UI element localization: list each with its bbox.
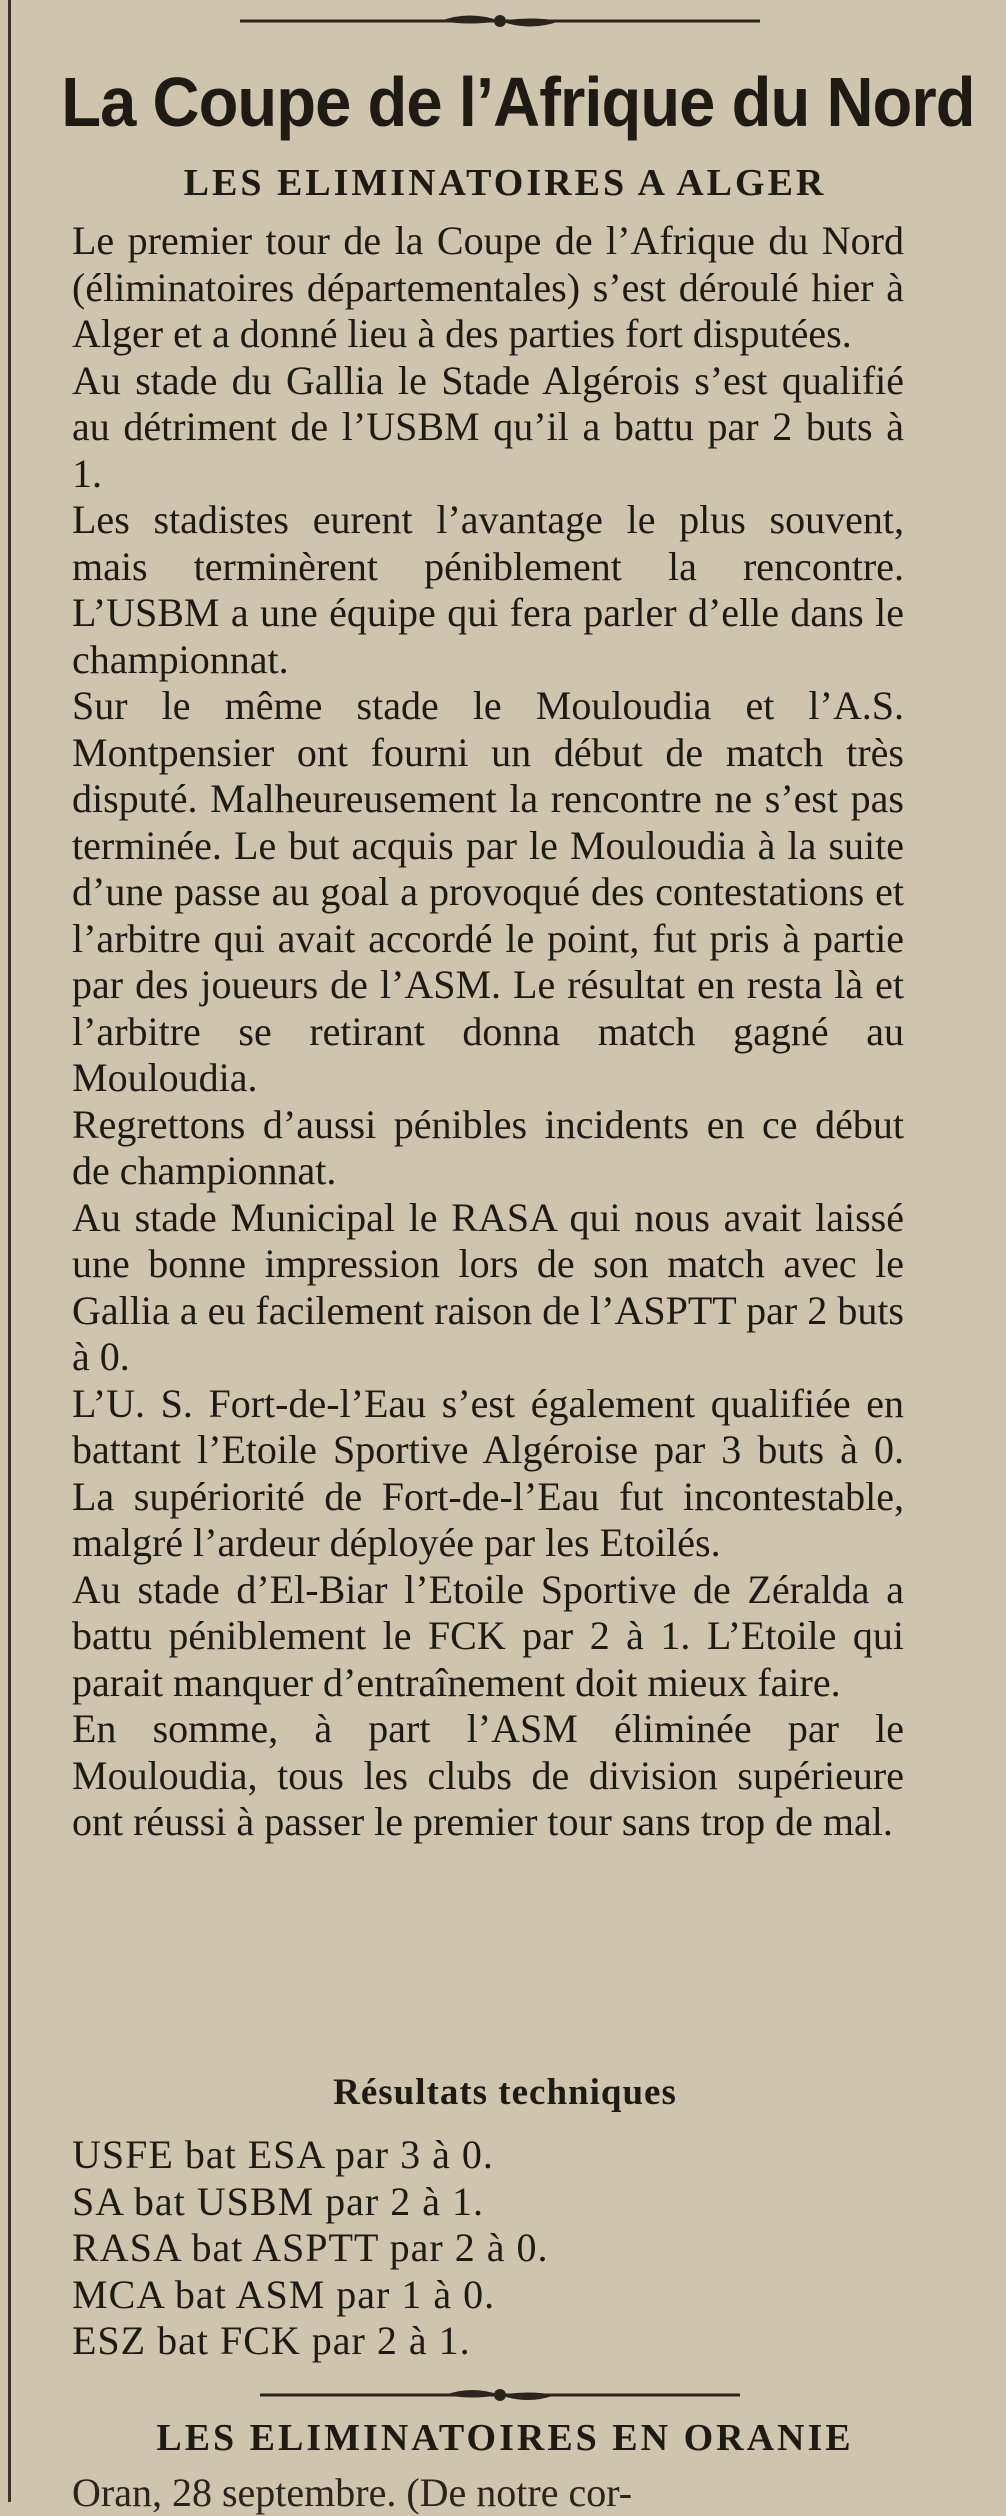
results-title: Résultats techniques bbox=[333, 2072, 677, 2113]
result-line: ESZ bat FCK par 2 à 1. bbox=[72, 2318, 471, 2363]
paragraph: Sur le même stade le Mouloudia et l’A.S. Montpensier ont fourni un début de match très disputé. Malheureusement la rencontre ne s’est pas terminée. Le but acquis par le Mouloudia à la suite d’une passe au goal a provoqué des contestations et l’arbitre qui avait accordé le point, fut pris à partie par des joueurs de l’ASM. Le résultat en resta là et l’arbitre se retirant donna match gagné au Mouloudia. bbox=[72, 683, 904, 1100]
result-line: USFE bat ESA par 3 à 0. bbox=[72, 2132, 494, 2177]
paragraph: En somme, à part l’ASM éliminée par le Mouloudia, tous les clubs de division supérieure ont réussi à passer le premier tour sans trop de mal. bbox=[72, 1706, 904, 1844]
paragraph: Au stade Municipal le RASA qui nous avait laissé une bonne impression lors de son match avec le Gallia a eu facilement raison de l’ASPTT par 2 buts à 0. bbox=[72, 1194, 904, 1379]
paragraph: Regrettons d’aussi pénibles incidents en ce début de championnat. bbox=[72, 1101, 904, 1193]
result-line: SA bat USBM par 2 à 1. bbox=[72, 2178, 484, 2224]
column-rule bbox=[8, 0, 11, 2502]
subheading-alger: LES ELIMINATOIRES A ALGER bbox=[183, 162, 827, 204]
ornament-divider-bottom bbox=[260, 2380, 740, 2410]
subheading-oranie: LES ELIMINATOIRES EN ORANIE bbox=[156, 2417, 854, 2459]
paragraph: Le premier tour de la Coupe de l’Afrique du Nord (éliminatoires départementales) s’est déroulé hier à Alger et a donné lieu à des parties fort disputées. bbox=[72, 218, 904, 356]
paragraph: Les stadistes eurent l’avantage le plus souvent, mais terminèrent péniblement la rencontre. L’USBM a une équipe qui fera parler d’elle dans le championnat. bbox=[72, 497, 904, 682]
result-line: RASA bat ASPTT par 2 à 0. bbox=[72, 2225, 549, 2270]
paragraph: Au stade d’El-Biar l’Etoile Sportive de Zéralda a battu péniblement le FCK par 2 à 1. L’Etoile qui parait manquer d’entraînement doit mieux faire. bbox=[72, 1566, 904, 1705]
paragraph: L’U. S. Fort-de-l’Eau s’est également qualifiée en battant l’Etoile Sportive Algéroise par 3 buts à 0. La supériorité de Fort-de-l’Eau fut incontestable, malgré l’ardeur déployée par les Etoilés. bbox=[72, 1380, 904, 1565]
article-body bbox=[72, 218, 904, 1846]
truncated-next-paragraph: Oran, 28 septembre. (De notre cor- bbox=[72, 2470, 633, 2515]
paragraph: Au stade du Gallia le Stade Algérois s’est qualifié au détriment de l’USBM qu’il a battu par 2 buts à 1. bbox=[72, 357, 904, 496]
ornament-divider-top bbox=[240, 6, 760, 36]
results-list bbox=[72, 2132, 872, 2365]
result-line: MCA bat ASM par 1 à 0. bbox=[72, 2271, 496, 2317]
article-headline: La Coupe de l’Afrique du Nord bbox=[61, 63, 975, 141]
